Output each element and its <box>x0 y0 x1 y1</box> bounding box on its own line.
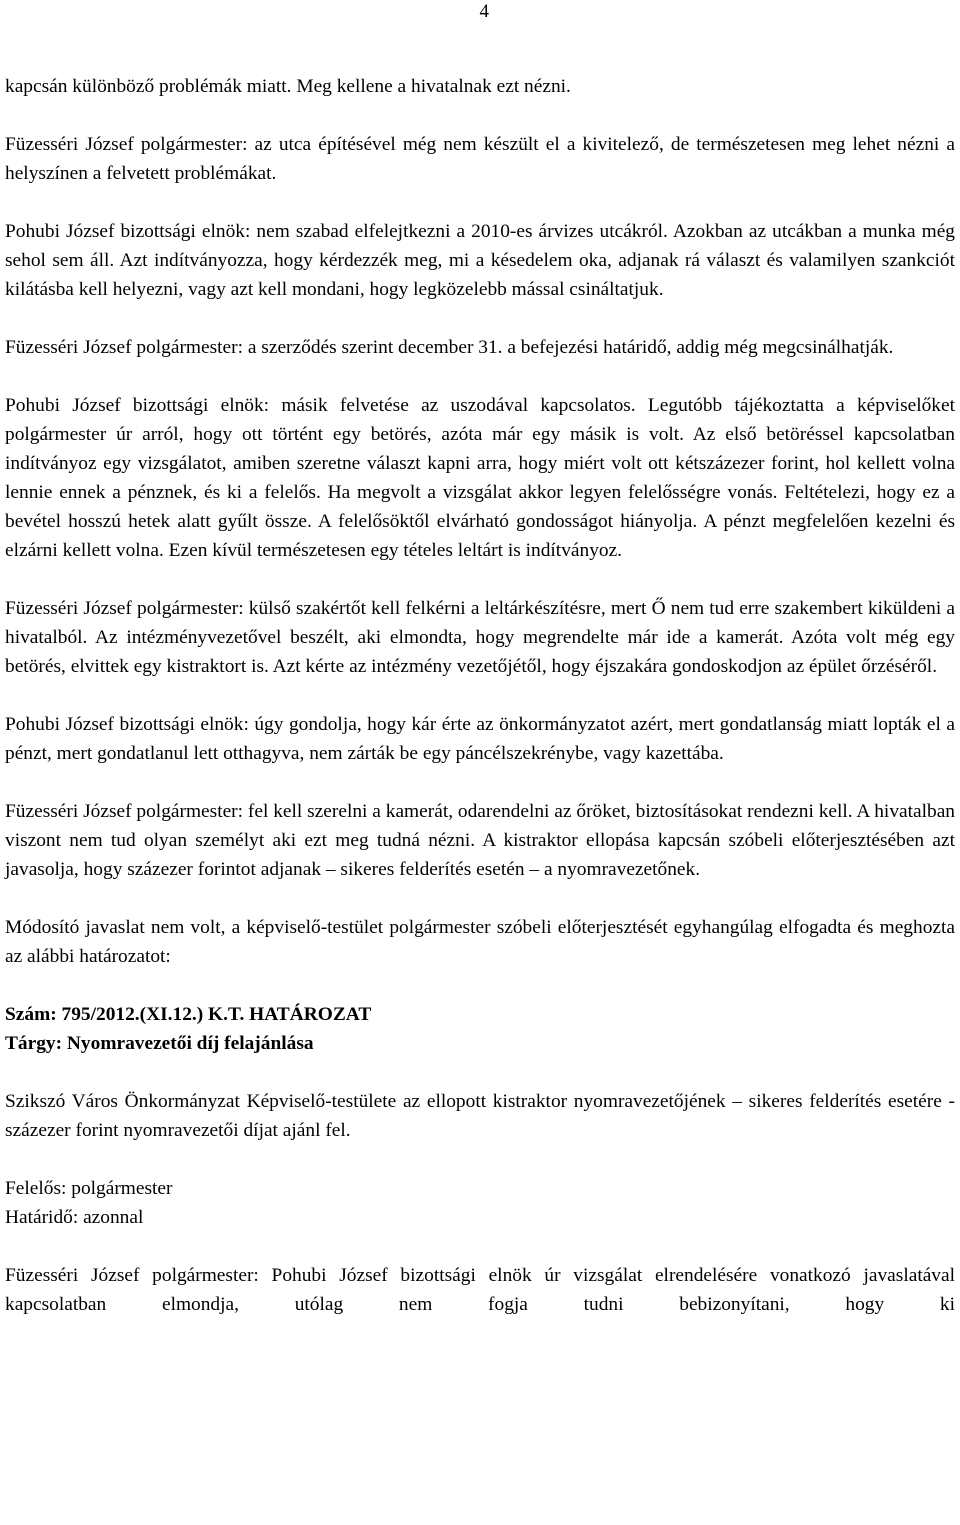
resolution-heading <box>5 1000 955 1058</box>
paragraph: Pohubi József bizottsági elnök: úgy gondolja, hogy kár érte az önkormányzatot azért, mert gondatlanság miatt lopták el a pénzt, mert gondatlanul lett otthagyva, nem zárták be egy páncélszekrénybe, vagy kazettába. <box>5 714 955 764</box>
paragraph: Módosító javaslat nem volt, a képviselő-testület polgármester szóbeli előterjesztését egyhangúlag elfogadta és meghozta az alábbi határozatot: <box>5 917 955 967</box>
paragraph: Füzesséri József polgármester: a szerződés szerint december 31. a befejezési határidő, addig még megcsinálhatják. <box>5 337 894 358</box>
resolution-text: Szikszó Város Önkormányzat Képviselő-testülete az ellopott kistraktor nyomravezetőjének – sikeres felderítés esetére - százezer forint nyomravezetői díjat ajánl fel. <box>5 1091 955 1141</box>
resolution-number: Szám: 795/2012.(XI.12.) K.T. HATÁROZAT <box>5 1004 372 1025</box>
final-paragraph: Füzesséri József polgármester: Pohubi József bizottsági elnök úr vizsgálat elrendelésére vonatkozó javaslatával kapcsolatban elmondja, utólag nem fogja tudni bebizonyítani, hogy ki <box>5 1265 955 1315</box>
resolution-responsible: Felelős: polgármester <box>5 1178 173 1199</box>
resolution-deadline: Határidő: azonnal <box>5 1207 144 1228</box>
paragraph: Füzesséri József polgármester: fel kell szerelni a kamerát, odarendelni az őröket, biztosításokat rendezni kell. A hivatalban viszont nem tud olyan személyt aki ezt meg tudná nézni. A kistraktor ellopása kapcsán szóbeli előterjesztésében azt javasolja, hogy százezer forintot adjanak – sikeres felderítés esetén – a nyomravezetőnek. <box>5 801 955 880</box>
paragraph: Pohubi József bizottsági elnök: másik felvetése az uszodával kapcsolatos. Legutóbb tájékoztatta a képviselőket polgármester úr arról, hogy ott történt egy betörés, azóta már egy másik is volt. Az első betöréssel kapcsolatban indítványoz egy vizsgálatot, amiben szeretne választ kapni arra, hogy miért volt ott kétszázezer forint, hol kellett volna lennie ennek a pénznek, és ki a felelős. Ha megvolt a vizsgálat akkor legyen felelősségre vonás. Feltételezi, hogy ez a bevétel hosszú hetek alatt gyűlt össze. A felelősöktől elvárható gondosságot hiányolja. A pénzt megfelelően kezelni és elzárni kellett volna. Ezen kívül természetesen egy tételes leltárt is indítványoz. <box>5 395 955 561</box>
resolution-subject: Tárgy: Nyomravezetői díj felajánlása <box>5 1033 314 1054</box>
page-number: 4 <box>479 1 489 22</box>
paragraph: kapcsán különböző problémák miatt. Meg kellene a hivatalnak ezt nézni. <box>5 76 571 97</box>
paragraph: Füzesséri József polgármester: külső szakértőt kell felkérni a leltárkészítésre, mert Ő nem tud erre szakembert kiküldeni a hivatalból. Az intézményvezetővel beszélt, aki elmondta, hogy megrendelte már ide a kamerát. Azóta volt még egy betörés, elvittek egy kistraktort is. Azt kérte az intézmény vezetőjétől, hogy éjszakára gondoskodjon az épület őrzéséről. <box>5 598 955 677</box>
document-body <box>5 72 955 1319</box>
resolution-meta <box>5 1174 955 1232</box>
paragraph: Füzesséri József polgármester: az utca építésével még nem készült el a kivitelező, de természetesen meg lehet nézni a helyszínen a felvetett problémákat. <box>5 134 955 184</box>
paragraph: Pohubi József bizottsági elnök: nem szabad elfelejtkezni a 2010-es árvizes utcákról. Azokban az utcákban a munka még sehol sem áll. Azt indítványozza, hogy kérdezzék meg, mi a késedelem oka, adjanak rá választ és valamilyen szankciót kilátásba kell helyezni, vagy azt kell mondani, hogy legközelebb mással csináltatjuk. <box>5 221 955 300</box>
